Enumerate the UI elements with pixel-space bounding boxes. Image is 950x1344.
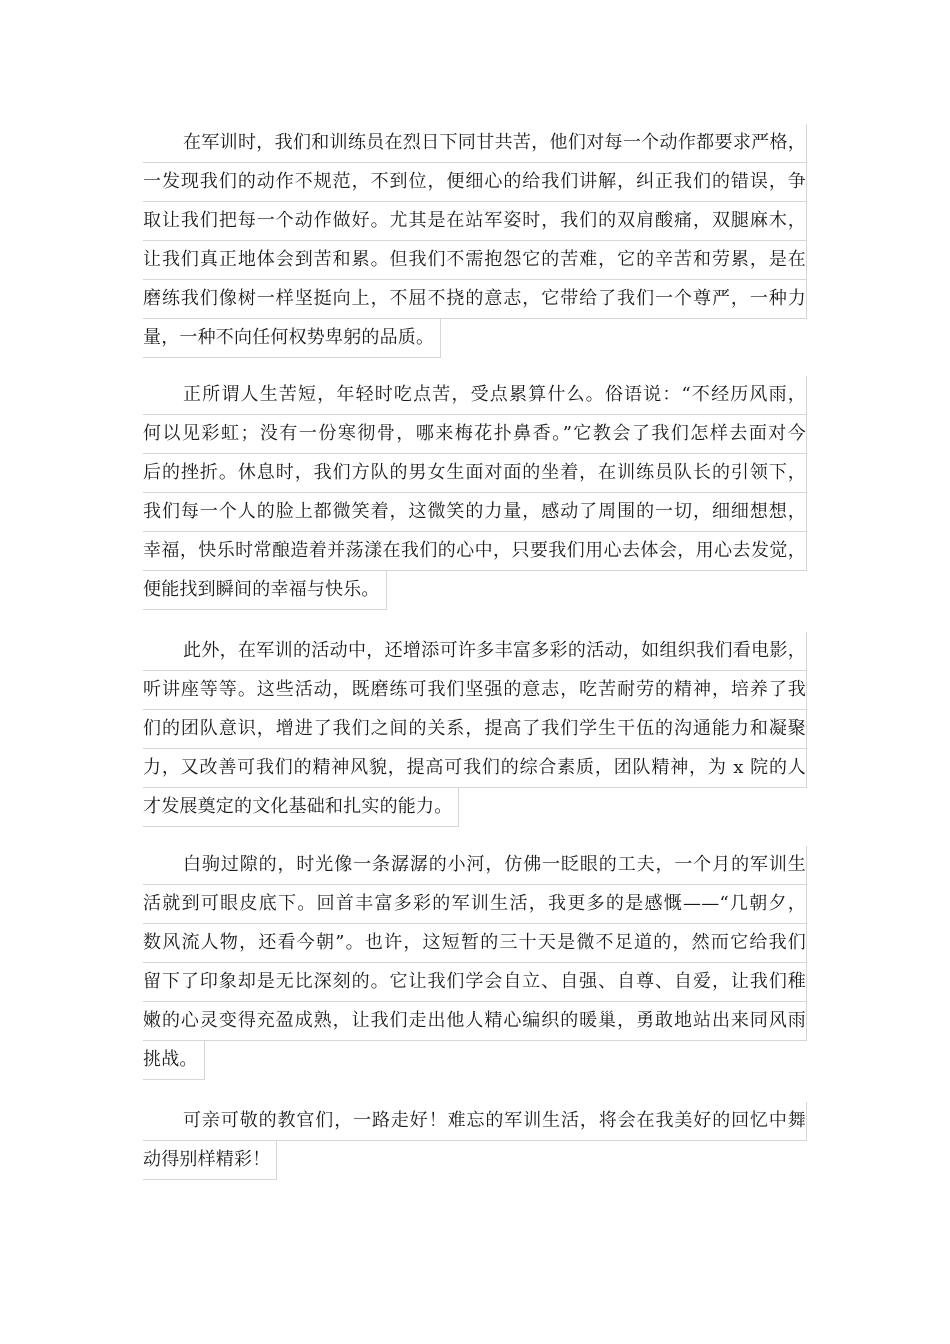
paragraph-line: 让我们真正地体会到苦和累。但我们不需抱怨它的苦难，它的辛苦和劳累，是在 [143, 241, 807, 280]
paragraph-line: 量，一种不向任何权势卑躬的品质。 [143, 319, 441, 358]
paragraph-line: 听讲座等等。这些活动，既磨练可我们坚强的意志，吃苦耐劳的精神，培养了我 [143, 671, 807, 710]
paragraph-line: 们的团队意识，增进了我们之间的关系，提高了我们学生干伍的沟通能力和凝聚 [143, 710, 807, 749]
paragraph-line: 挑战。 [143, 1041, 205, 1080]
paragraph-line: 数风流人物，还看今朝”。也许，这短暂的三十天是微不足道的，然而它给我们 [143, 924, 807, 963]
paragraph-5 [143, 1102, 807, 1184]
paragraph-3 [143, 632, 807, 831]
paragraph-line: 可亲可敬的教官们，一路走好！难忘的军训生活，将会在我美好的回忆中舞 [143, 1102, 807, 1141]
paragraph-line: 取让我们把每一个动作做好。尤其是在站军姿时，我们的双肩酸痛，双腿麻木， [143, 202, 807, 241]
paragraph-line: 何以见彩虹；没有一份寒彻骨，哪来梅花扑鼻香。”它教会了我们怎样去面对今 [143, 415, 807, 454]
paragraph-4 [143, 846, 807, 1084]
paragraph-line: 便能找到瞬间的幸福与快乐。 [143, 571, 387, 610]
paragraph-line: 磨练我们像树一样坚挺向上，不屈不挠的意志，它带给了我们一个尊严，一种力 [143, 280, 807, 319]
paragraph-line: 白驹过隙的，时光像一条潺潺的小河，仿佛一眨眼的工夫，一个月的军训生 [143, 846, 807, 885]
paragraph-line: 幸福，快乐时常酿造着并荡漾在我们的心中，只要我们用心去体会，用心去发觉， [143, 532, 807, 571]
paragraph-line: 才发展奠定的文化基础和扎实的能力。 [143, 788, 459, 827]
paragraph-line: 一发现我们的动作不规范，不到位，便细心的给我们讲解，纠正我们的错误，争 [143, 163, 807, 202]
paragraph-line: 正所谓人生苦短，年轻时吃点苦，受点累算什么。俗语说：“不经历风雨， [143, 376, 807, 415]
paragraph-line: 在军训时，我们和训练员在烈日下同甘共苦，他们对每一个动作都要求严格， [143, 124, 807, 163]
paragraph-line: 活就到可眼皮底下。回首丰富多彩的军训生活，我更多的是感慨——“几朝夕， [143, 885, 807, 924]
paragraph-line: 力，又改善可我们的精神风貌，提高可我们的综合素质，团队精神，为 x 院的人 [143, 749, 807, 788]
paragraph-line: 嫩的心灵变得充盈成熟，让我们走出他人精心编织的暖巢，勇敢地站出来同风雨 [143, 1002, 807, 1041]
paragraph-line: 动得别样精彩！ [143, 1141, 277, 1180]
paragraph-line: 留下了印象却是无比深刻的。它让我们学会自立、自强、自尊、自爱，让我们稚 [143, 963, 807, 1002]
paragraph-line: 此外，在军训的活动中，还增添可许多丰富多彩的活动，如组织我们看电影， [143, 632, 807, 671]
paragraph-line: 后的挫折。休息时，我们方队的男女生面对面的坐着，在训练员队长的引领下， [143, 454, 807, 493]
paragraph-2 [143, 376, 807, 614]
paragraph-line: 我们每一个人的脸上都微笑着，这微笑的力量，感动了周围的一切，细细想想， [143, 493, 807, 532]
paragraph-1 [143, 124, 807, 362]
